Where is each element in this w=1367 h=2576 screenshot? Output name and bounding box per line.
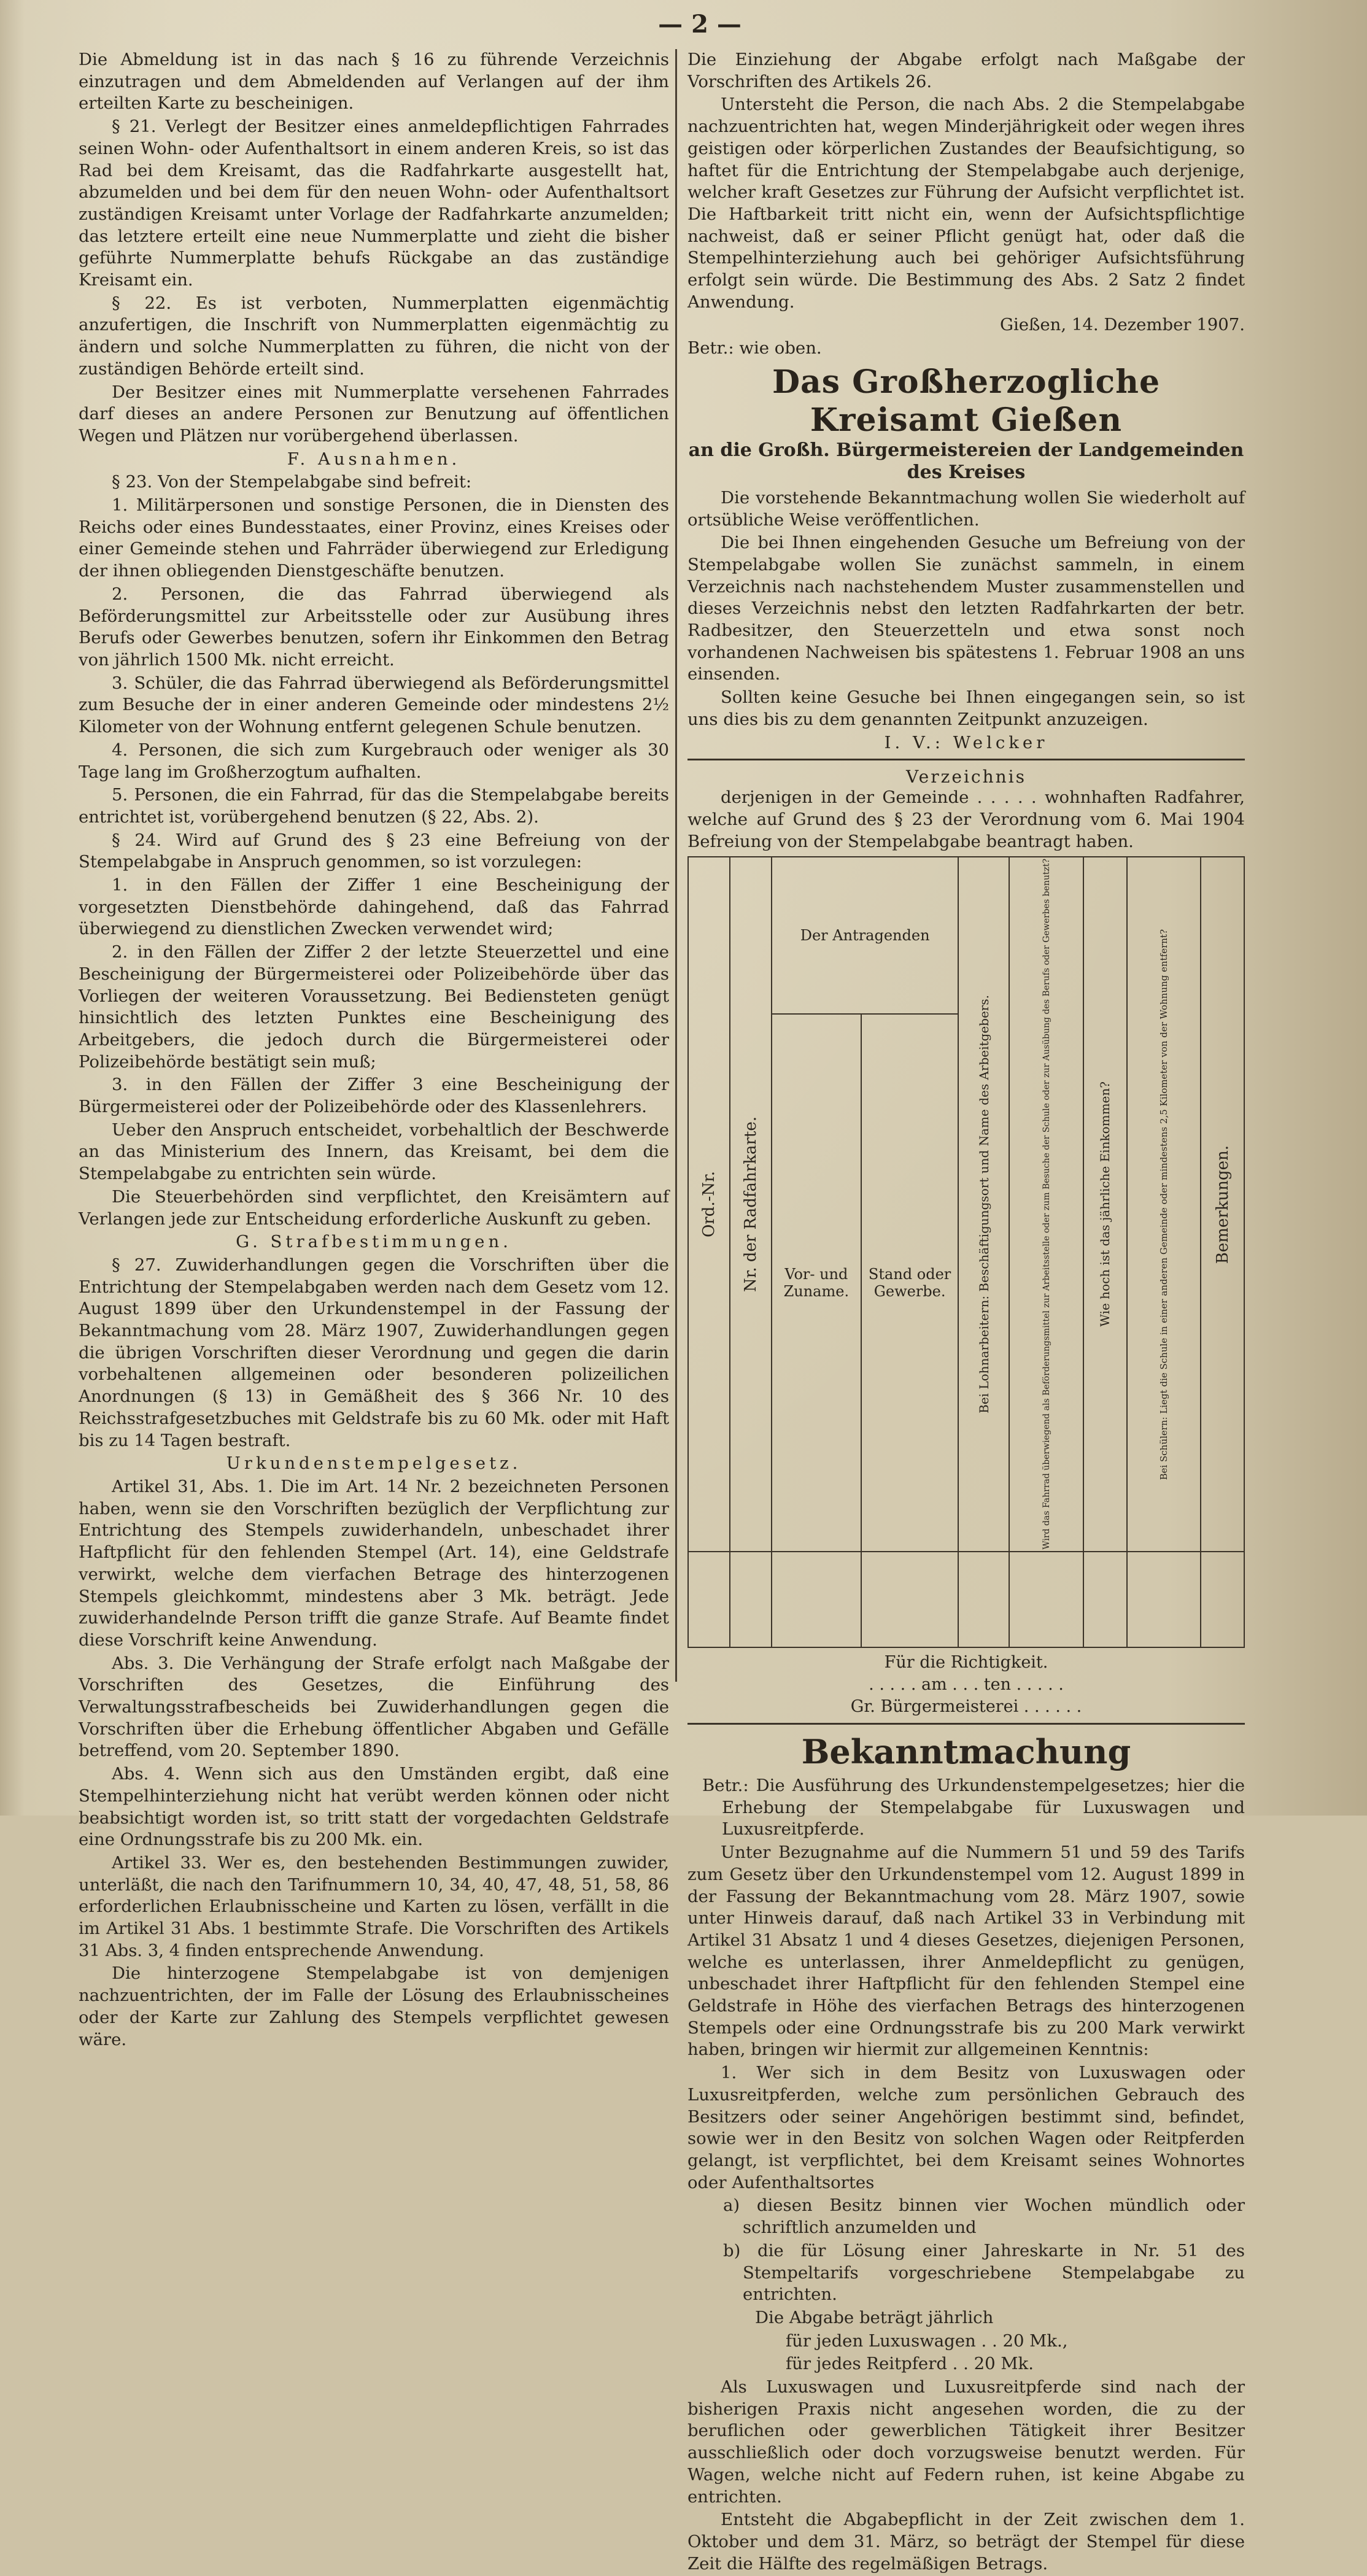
paragraph: § 24. Wird auf Grund des § 23 eine Befreiung von der Stempelabgabe in Anspruch genommen, so ist vorzulegen: [79,830,669,872]
register-table [687,856,1245,1648]
section-heading: G. Strafbestimmungen. [236,1232,512,1252]
section-heading: F. Ausnahmen. [287,449,461,469]
paragraph: 1. Wer sich in dem Besitz von Luxuswagen oder Luxusreitpferden, welche zum persönlichen Gebrauch des Besitzers oder seiner Angehörigen bestimmt sind, befindet, sowie wer in den Besitz von solchen Wagen oder Reitpferden gelangt, ist verpflichtet, bei dem Kreisamt seines Wohnortes oder Aufenthaltsortes [687,2063,1245,2192]
betreff: Betr.: Die Ausführung des Urkundenstempelgesetzes; hier die Erhebung der Stempelabgabe für Luxuswagen und Luxusreitpferde. [702,1776,1245,1839]
paragraph: 1. in den Fällen der Ziffer 1 eine Bescheinigung der vorgesetzten Dienstbehörde dahingehend, daß das Fahrrad überwiegend zu dienstlichen Zwecken verwendet wird; [79,875,669,939]
fee-line: für jeden Luxuswagen . . 20 Mk., [786,2330,1068,2351]
right-column [687,49,1245,2576]
paragraph: 2. in den Fällen der Ziffer 2 der letzte Steuerzettel und eine Bescheinigung der Bürgermeisterei oder Polizeibehörde über das Vorliegen der weiteren Voraussetzung. Bei Bediensteten genügt hinsichtlich des letzten Punktes eine Bescheinigung des Arbeitgebers, die jedoch durch die Bürgermeisterei oder Polizeibehörde bestätigt sein muß; [79,942,669,1072]
paragraph: Die bei Ihnen eingehenden Gesuche um Befreiung von der Stempelabgabe wollen Sie zunächst sammeln, in einem Verzeichnis nach nachstehendem Muster zusammenstellen und dieses Verzeichnis nebst den letzten Radfahrkarten der betr. Radbesitzer, den Steuerzetteln und etwa sonst noch vorhandenen Nachweisen bis spätestens 1. Februar 1908 an uns einsenden. [687,533,1245,684]
date-line: Gießen, 14. Dezember 1907. [999,315,1245,335]
section-heading: Urkundenstempelgesetz. [226,1453,522,1474]
announcement-title: Bekanntmachung [801,1732,1131,1772]
table-header-cell: Der Antragenden [772,857,959,1014]
office-subtitle: an die Großh. Bürgermeistereien der Landgemeinden des Kreises [688,439,1244,483]
section-rule [687,1723,1245,1725]
table-header-cell: Vor- und Zuname. [772,1014,861,1552]
paragraph: Abs. 4. Wenn sich aus den Umständen ergibt, daß eine Stempelhinterziehung nicht hat verübt werden können oder nicht beabsichtigt worden ist, so tritt statt der vorgedachten Geldstrafe eine Ordnungsstrafe bis zu 200 Mk. ein. [79,1764,669,1850]
left-column [79,49,669,2052]
register-title: Verzeichnis [906,767,1026,787]
paragraph: 3. Schüler, die das Fahrrad überwiegend als Beförderungsmittel zum Besuche der in einer anderen Gemeinde oder mindestens 2½ Kilometer von der Wohnung entfernt gelegenen Schule benutzen. [79,673,669,737]
table-header-cell: Wie hoch ist das jährliche Einkommen? [1083,857,1126,1552]
paragraph: Als Luxuswagen und Luxusreitpferde sind nach der bisherigen Praxis nicht angesehen worden, die zu der beruflichen oder gewerblichen Tätigkeit ihrer Besitzer ausschließlich oder doch vorzugsweise benutzt werden. Für Wagen, welche nicht auf Federn ruhen, ist keine Abgabe zu entrichten. [687,2377,1245,2507]
paragraph: Untersteht die Person, die nach Abs. 2 die Stempelabgabe nachzuentrichten hat, wegen Minderjährigkeit oder wegen ihres geistigen oder körperlichen Zustandes der Beaufsichtigung, so haftet für die Entrichtung der Stempelabgabe auch derjenige, welcher kraft Gesetzes zur Führung der Aufsicht verpflichtet ist. Die Haftbarkeit tritt nicht ein, wenn der Aufsichtspflichtige nachweist, daß er seiner Pflicht genügt hat, oder daß die Stempelhinterziehung auch bei gehöriger Aufsichtsführung erfolgt sein würde. Die Bestimmung des Abs. 2 Satz 2 findet Anwendung. [687,95,1245,312]
betreff: Betr.: wie oben. [687,338,822,358]
table-header-row [688,857,1244,1014]
register-intro: derjenigen in der Gemeinde . . . . . wohnhaften Radfahrer, welche auf Grund des § 23 der Verordnung vom 6. Mai 1904 Befreiung von der Stempelabgabe beantragt haben. [687,787,1245,851]
paragraph: Die hinterzogene Stempelabgabe ist von demjenigen nachzuentrichten, der im Falle der Lösung des Erlaubnisscheines oder der Karte zur Zahlung des Stempels verpflichtet gewesen wäre. [79,1963,669,2049]
paragraph: 2. Personen, die das Fahrrad überwiegend als Beförderungsmittel zur Arbeitsstelle oder zur Ausübung ihres Berufs oder Gewerbes benutzen, sofern ihr Einkommen den Betrag von jährlich 1500 Mk. nicht erreicht. [79,584,669,670]
paragraph: § 23. Von der Stempelabgabe sind befreit: [112,472,472,492]
paragraph: Artikel 31, Abs. 1. Die im Art. 14 Nr. 2 bezeichneten Personen haben, wenn sie den Vorschriften bezüglich der Verpflichtung zur Entrichtung des Stempels zuwiderhandeln, unbeschadet ihrer Haftpflicht für den fehlenden Stempel (Art. 14), eine Geldstrafe verwirkt, welche dem vierfachen Betrage des hinterzogenen Stempels gleichkommt, mindestens aber 3 Mk. beträgt. Jede zuwiderhandelnde Person trifft die ganze Strafe. Auf Beamte findet diese Vorschrift keine Anwendung. [79,1477,669,1650]
paragraph: 5. Personen, die ein Fahrrad, für das die Stempelabgabe bereits entrichtet ist, vorübergehend benutzen (§ 22, Abs. 2). [79,785,669,827]
office-title: Das Großherzogliche Kreisamt Gießen [772,363,1161,439]
paragraph: Die Steuerbehörden sind verpflichtet, den Kreisämtern auf Verlangen jede zur Entscheidung erforderliche Auskunft zu geben. [79,1186,669,1229]
paragraph: Die vorstehende Bekanntmachung wollen Sie wiederholt auf ortsübliche Weise veröffentlichen. [687,487,1245,530]
paragraph: 3. in den Fällen der Ziffer 3 eine Bescheinigung der Bürgermeisterei oder der Polizeibehörde oder des Klassenlehrers. [79,1075,669,1117]
paragraph: 1. Militärpersonen und sonstige Personen, die in Diensten des Reichs oder eines Bundesstaates, einer Provinz, eines Kreises oder einer Gemeinde stehen und Fahrräder überwiegend zur Erledigung der ihnen obliegenden Dienstgeschäfte benutzen. [79,495,669,581]
paragraph: Entsteht die Abgabepflicht in der Zeit zwischen dem 1. Oktober und dem 31. März, so beträgt der Stempel für diese Zeit die Hälfte des regelmäßigen Betrags. [687,2510,1245,2574]
table-row [688,1552,1244,1647]
table-header-cell: Bei Schülern: Liegt die Schule in einer anderen Gemeinde oder mindestens 2,5 Kilometer von der Wohnung entfernt? [1127,857,1201,1552]
table-header-cell: Wird das Fahrrad überwiegend als Beförderungsmittel zur Arbeitsstelle oder zum Besuche der Schule oder zur Ausübung des Berufs oder Gewerbes benutzt? [1009,857,1083,1552]
paragraph: Sollten keine Gesuche bei Ihnen eingegangen sein, so ist uns dies bis zu dem genannten Zeitpunkt anzuzeigen. [687,687,1245,729]
certification: Für die Richtigkeit. [884,1653,1048,1673]
column-divider [675,49,677,1682]
mayor-office-line: Gr. Bürgermeisterei . . . . . . [850,1697,1082,1717]
paragraph: 4. Personen, die sich zum Kurgebrauch oder weniger als 30 Tage lang im Großherzogtum aufhalten. [79,740,669,782]
paragraph: Die Abmeldung ist in das nach § 16 zu führende Verzeichnis einzutragen und dem Abmeldenden auf Verlangen auf der ihm erteilten Karte zu bescheinigen. [79,50,669,114]
table-header-cell: Stand oder Gewerbe. [861,1014,959,1552]
paragraph: Ueber den Anspruch entscheidet, vorbehaltlich der Beschwerde an das Ministerium des Innern, das Kreisamt, bei dem die Stempelabgabe zu entrichten sein würde. [79,1120,669,1184]
table-header-cell: Nr. der Radfahrkarte. [730,857,772,1552]
paragraph: § 22. Es ist verboten, Nummerplatten eigenmächtig anzufertigen, die Inschrift von Nummerplatten eigenmächtig zu ändern und solche Nummerplatten zu führen, die nicht von der zuständigen Behörde erteilt sind. [79,293,669,379]
section-rule [687,759,1245,760]
paragraph: Die Einziehung der Abgabe erfolgt nach Maßgabe der Vorschriften des Artikels 26. [687,50,1245,91]
table-header-cell: Bemerkungen. [1201,857,1244,1552]
paragraph: Artikel 33. Wer es, den bestehenden Bestimmungen zuwider, unterläßt, die nach den Tarifnummern 10, 34, 40, 47, 48, 51, 58, 86 erforderlichen Erlaubnisscheine und Karten zu lösen, verfällt in die im Artikel 31 Abs. 1 bestimmte Strafe. Die Vorschriften des Artikels 31 Abs. 3, 4 finden entsprechende Anwendung. [79,1852,669,1960]
place-date-line: . . . . . am . . . ten . . . . . [869,1675,1064,1695]
paragraph: Der Besitzer eines mit Nummerplatte versehenen Fahrrades darf dieses an andere Personen zur Benutzung auf öffentlichen Wegen und Plätzen nur vorübergehend überlassen. [79,382,669,446]
paragraph: Unter Bezugnahme auf die Nummern 51 und 59 des Tarifs zum Gesetz über den Urkundenstempel vom 12. August 1899 in der Fassung der Bekanntmachung vom 28. März 1907, sowie unter Hinweis darauf, daß nach Artikel 33 in Verbindung mit Artikel 31 Absatz 1 und 4 dieses Gesetzes, diejenigen Personen, welche es unterlassen, ihrer Anmeldepflicht zu genügen, unbeschadet ihrer Haftpflicht für den fehlenden Stempel eine Geldstrafe in Höhe des vierfachen Betrags des hinterzogenen Stempels oder eine Ordnungsstrafe bis zu 200 Mark verwirkt haben, bringen wir hiermit zur allgemeinen Kenntnis: [687,1843,1245,2060]
fee-line: für jedes Reitpferd . . 20 Mk. [786,2354,1034,2374]
signature: I. V.: Welcker [884,732,1048,752]
list-item: b) die für Lösung einer Jahreskarte in Nr. 51 des Stempeltarifs vorgeschriebene Stempelabgabe zu entrichten. [723,2240,1245,2305]
table-header-cell: Bei Lohnarbeitern: Beschäftigungsort und Name des Arbeitgebers. [958,857,1009,1552]
paragraph: § 21. Verlegt der Besitzer eines anmeldepflichtigen Fahrrades seinen Wohn- oder Aufenthaltsort in einem anderen Kreis, so ist das Rad bei dem Kreisamt, das die Radfahrkarte ausgestellt hat, abzumelden und bei dem für den neuen Wohn- oder Aufenthaltsort zuständigen Kreisamt unter Vorlage der Radfahrkarte anzumelden; das letztere erteilt eine neue Nummerplatte und zieht die bisher geführte Nummerplatte behufs Rückgabe an das zuständige Kreisamt ein. [79,117,669,290]
table-header-cell: Ord.-Nr. [688,857,730,1552]
list-item: a) diesen Besitz binnen vier Wochen mündlich oder schriftlich anzumelden und [723,2195,1245,2238]
paragraph: Abs. 3. Die Verhängung der Strafe erfolgt nach Maßgabe der Vorschriften des Gesetzes, die Einführung des Verwaltungsstrafbescheids bei Zuwiderhandlungen gegen die Vorschriften über die Erhebung öffentlicher Abgaben und Gefälle betreffend, vom 20. September 1890. [79,1653,669,1761]
paragraph: Die Abgabe beträgt jährlich [755,2307,994,2327]
paragraph: § 27. Zuwiderhandlungen gegen die Vorschriften über die Entrichtung der Stempelabgaben werden nach dem Gesetz vom 12. August 1899 über den Urkundenstempel in der Fassung der Bekanntmachung vom 28. März 1907, Zuwiderhandlungen gegen die übrigen Vorschriften dieser Verordnung und gegen die darin vorbehaltenen allgemeinen oder besonderen polizeilichen Anordnungen (§ 13) in Gemäßheit des § 366 Nr. 10 des Reichsstrafgesetzbuches mit Geldstrafe bis zu 60 Mk. oder mit Haft bis zu 14 Tagen bestraft. [79,1255,669,1450]
page-number: — 2 — [658,10,742,39]
